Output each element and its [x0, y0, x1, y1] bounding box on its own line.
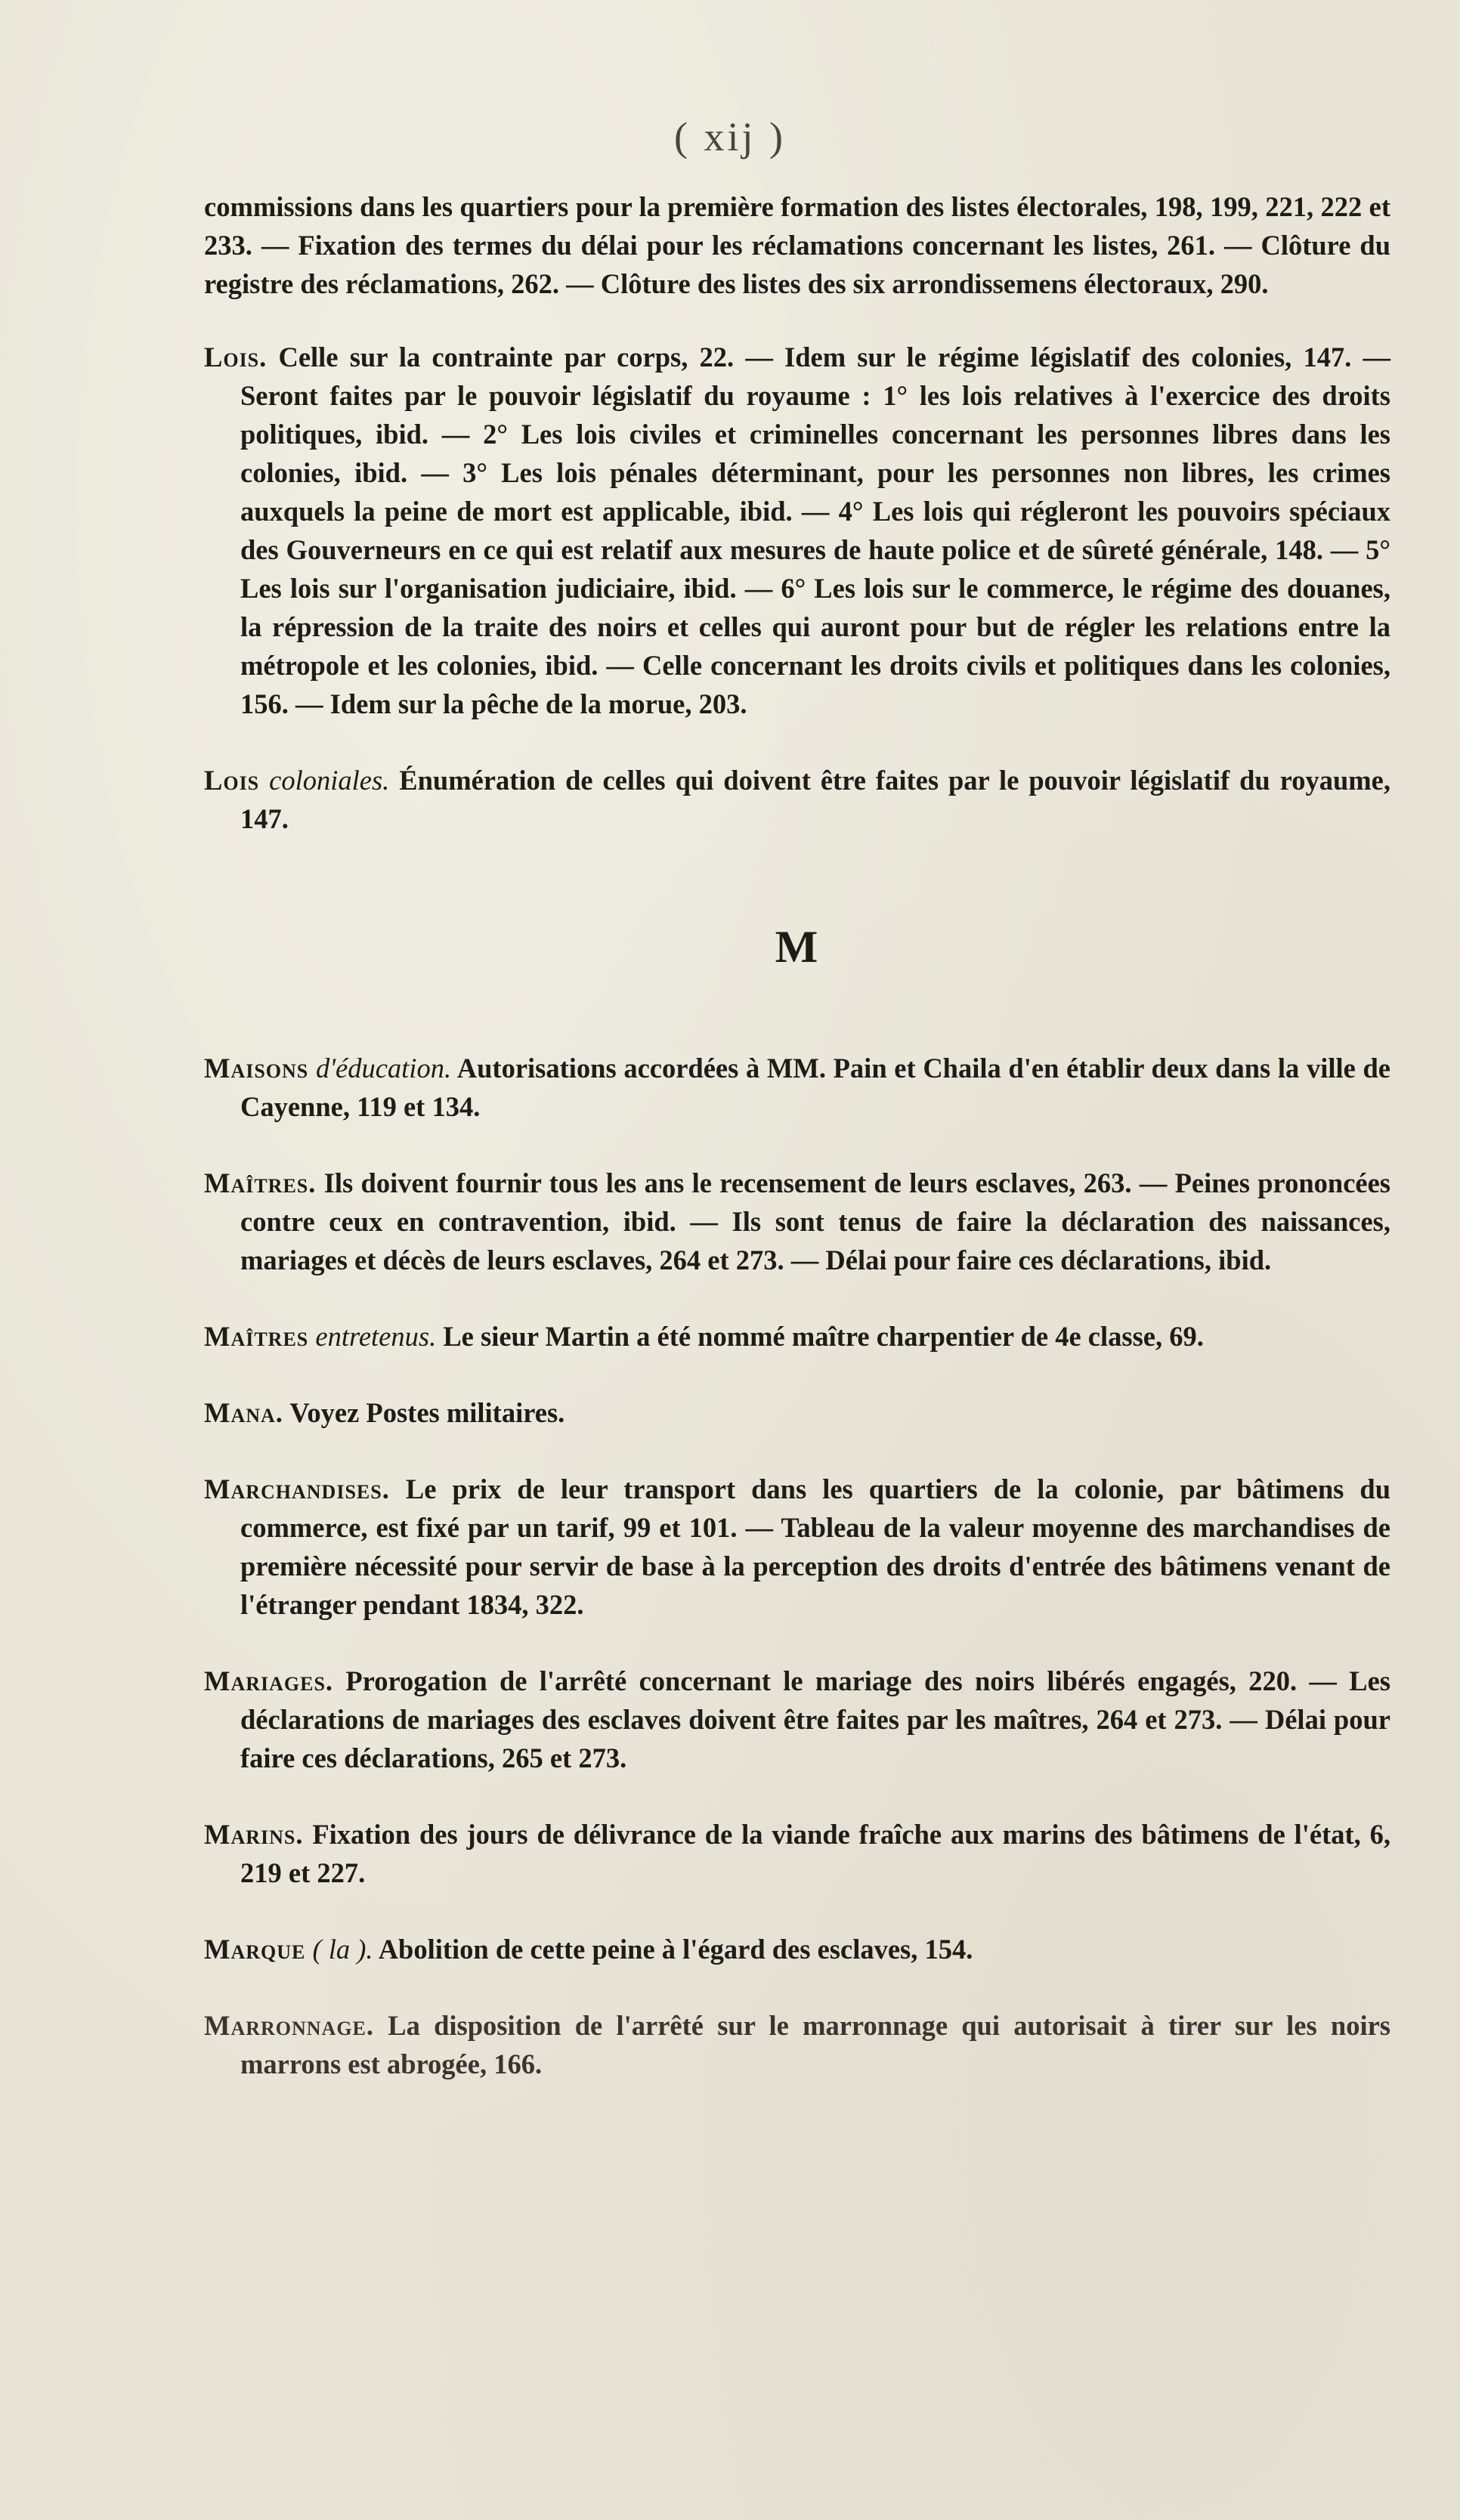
index-entry-mariages	[204, 1662, 1390, 1777]
entry-text: Fixation des jours de délivrance de la viande fraîche aux marins des bâtimens de l'état, 6, 219 et 227.	[240, 1819, 1390, 1888]
index-entry-marins	[204, 1815, 1390, 1892]
entry-head: Maîtres.	[204, 1167, 317, 1198]
index-entry-marronnage	[204, 2006, 1390, 2083]
index-entry-maitres	[204, 1164, 1390, 1279]
index-entry-maitres-entretenus	[204, 1317, 1390, 1356]
index-entry-lois-coloniales	[204, 761, 1390, 838]
entry-text: La disposition de l'arrêté sur le marronnage qui autorisait à tirer sur les noirs marrons est abrogée, 166.	[240, 2010, 1391, 2079]
entry-text: Prorogation de l'arrêté concernant le mariage des noirs libérés engagés, 220. — Les déclarations de mariages des esclaves doivent être faites par les maîtres, 264 et 273. — Délai pour faire ces déclarations, 265 et 273.	[240, 1665, 1390, 1773]
entry-text: Énumération de celles qui doivent être faites par le pouvoir législatif du royaume, 147.	[240, 765, 1390, 834]
entry-subhead: d'éducation.	[315, 1053, 452, 1084]
entry-head: Marronnage.	[204, 2010, 375, 2041]
entry-text: Ils doivent fournir tous les ans le recensement de leurs esclaves, 263. — Peines prononcées contre ceux en contravention, ibid. — Ils sont tenus de faire la déclaration des naissances, mariages et décès de leurs esclaves, 264 et 273. — Délai pour faire ces déclarations, ibid.	[240, 1167, 1390, 1275]
page-number: ( xij )	[674, 114, 786, 159]
entry-subhead: coloniales.	[269, 765, 390, 796]
entry-head: Mariages.	[204, 1665, 334, 1696]
section-letter: M	[775, 922, 820, 972]
entry-head: Marchandises.	[204, 1473, 390, 1504]
entry-head: Lois.	[204, 342, 268, 373]
index-entry-maisons	[204, 1049, 1390, 1126]
index-entry-marque	[204, 1930, 1390, 1968]
index-entry-lois	[204, 338, 1390, 723]
entry-head: Mana.	[204, 1397, 283, 1428]
entry-text: Abolition de cette peine à l'égard des esclaves, 154.	[378, 1934, 973, 1965]
index-column	[204, 187, 1390, 2121]
entry-text: commissions dans les quartiers pour la première formation des listes électorales, 198, 199, 221, 222 et 233. — Fixation des termes du délai pour les réclamations concernant les listes, 261. — Clôture du registre des réclamations, 262. — Clôture des listes des six arrondissemens électoraux, 290.	[204, 191, 1390, 299]
entry-head: Maîtres	[204, 1321, 309, 1352]
entry-text: Voyez Postes militaires.	[289, 1397, 565, 1428]
entry-text: Celle sur la contrainte par corps, 22. — Idem sur le régime législatif des colonies, 147. — Seront faites par le pouvoir législatif du royaume : 1° les lois relatives à l'exercice des droits politiques, ibid. — 2° Les lois civiles et criminelles concernant les personnes libres dans les colonies, ibid. — 3° Les lois pénales déterminant, pour les personnes non libres, les crimes auxquels la peine de mort est applicable, ibid. — 4° Les lois qui régleront les pouvoirs spéciaux des Gouverneurs en ce qui est relatif aux mesures de haute police et de sûreté générale, 148. — 5° Les lois sur l'organisation judiciaire, ibid. — 6° Les lois sur le commerce, le régime des douanes, la répression de la traite des noirs et celles qui auront pour but de régler les relations entre la métropole et les colonies, ibid. — Celle concernant les droits civils et politiques dans les colonies, 156. — Idem sur la pêche de la morue, 203.	[240, 342, 1391, 719]
entry-text: Autorisations accordées à MM. Pain et Chaila d'en établir deux dans la ville de Cayenne, 119 et 134.	[240, 1053, 1391, 1122]
entry-head: Lois	[204, 765, 260, 796]
index-entry-marchandises	[204, 1470, 1390, 1624]
entry-subhead: ( la ).	[312, 1934, 373, 1965]
index-entry-commissions	[204, 187, 1390, 303]
entry-head: Marins.	[204, 1819, 304, 1850]
entry-head: Marque	[204, 1934, 306, 1965]
index-entry-mana	[204, 1393, 1390, 1432]
entry-text: Le prix de leur transport dans les quartiers de la colonie, par bâtimens du commerce, est fixé par un tarif, 99 et 101. — Tableau de la valeur moyenne des marchandises de première nécessité pour servir de base à la perception des droits d'entrée des bâtimens venant de l'étranger pendant 1834, 322.	[240, 1473, 1391, 1620]
entry-text: Le sieur Martin a été nommé maître charpentier de 4e classe, 69.	[443, 1321, 1204, 1352]
entry-head: Maisons	[204, 1053, 309, 1084]
entry-subhead: entretenus.	[315, 1321, 437, 1352]
